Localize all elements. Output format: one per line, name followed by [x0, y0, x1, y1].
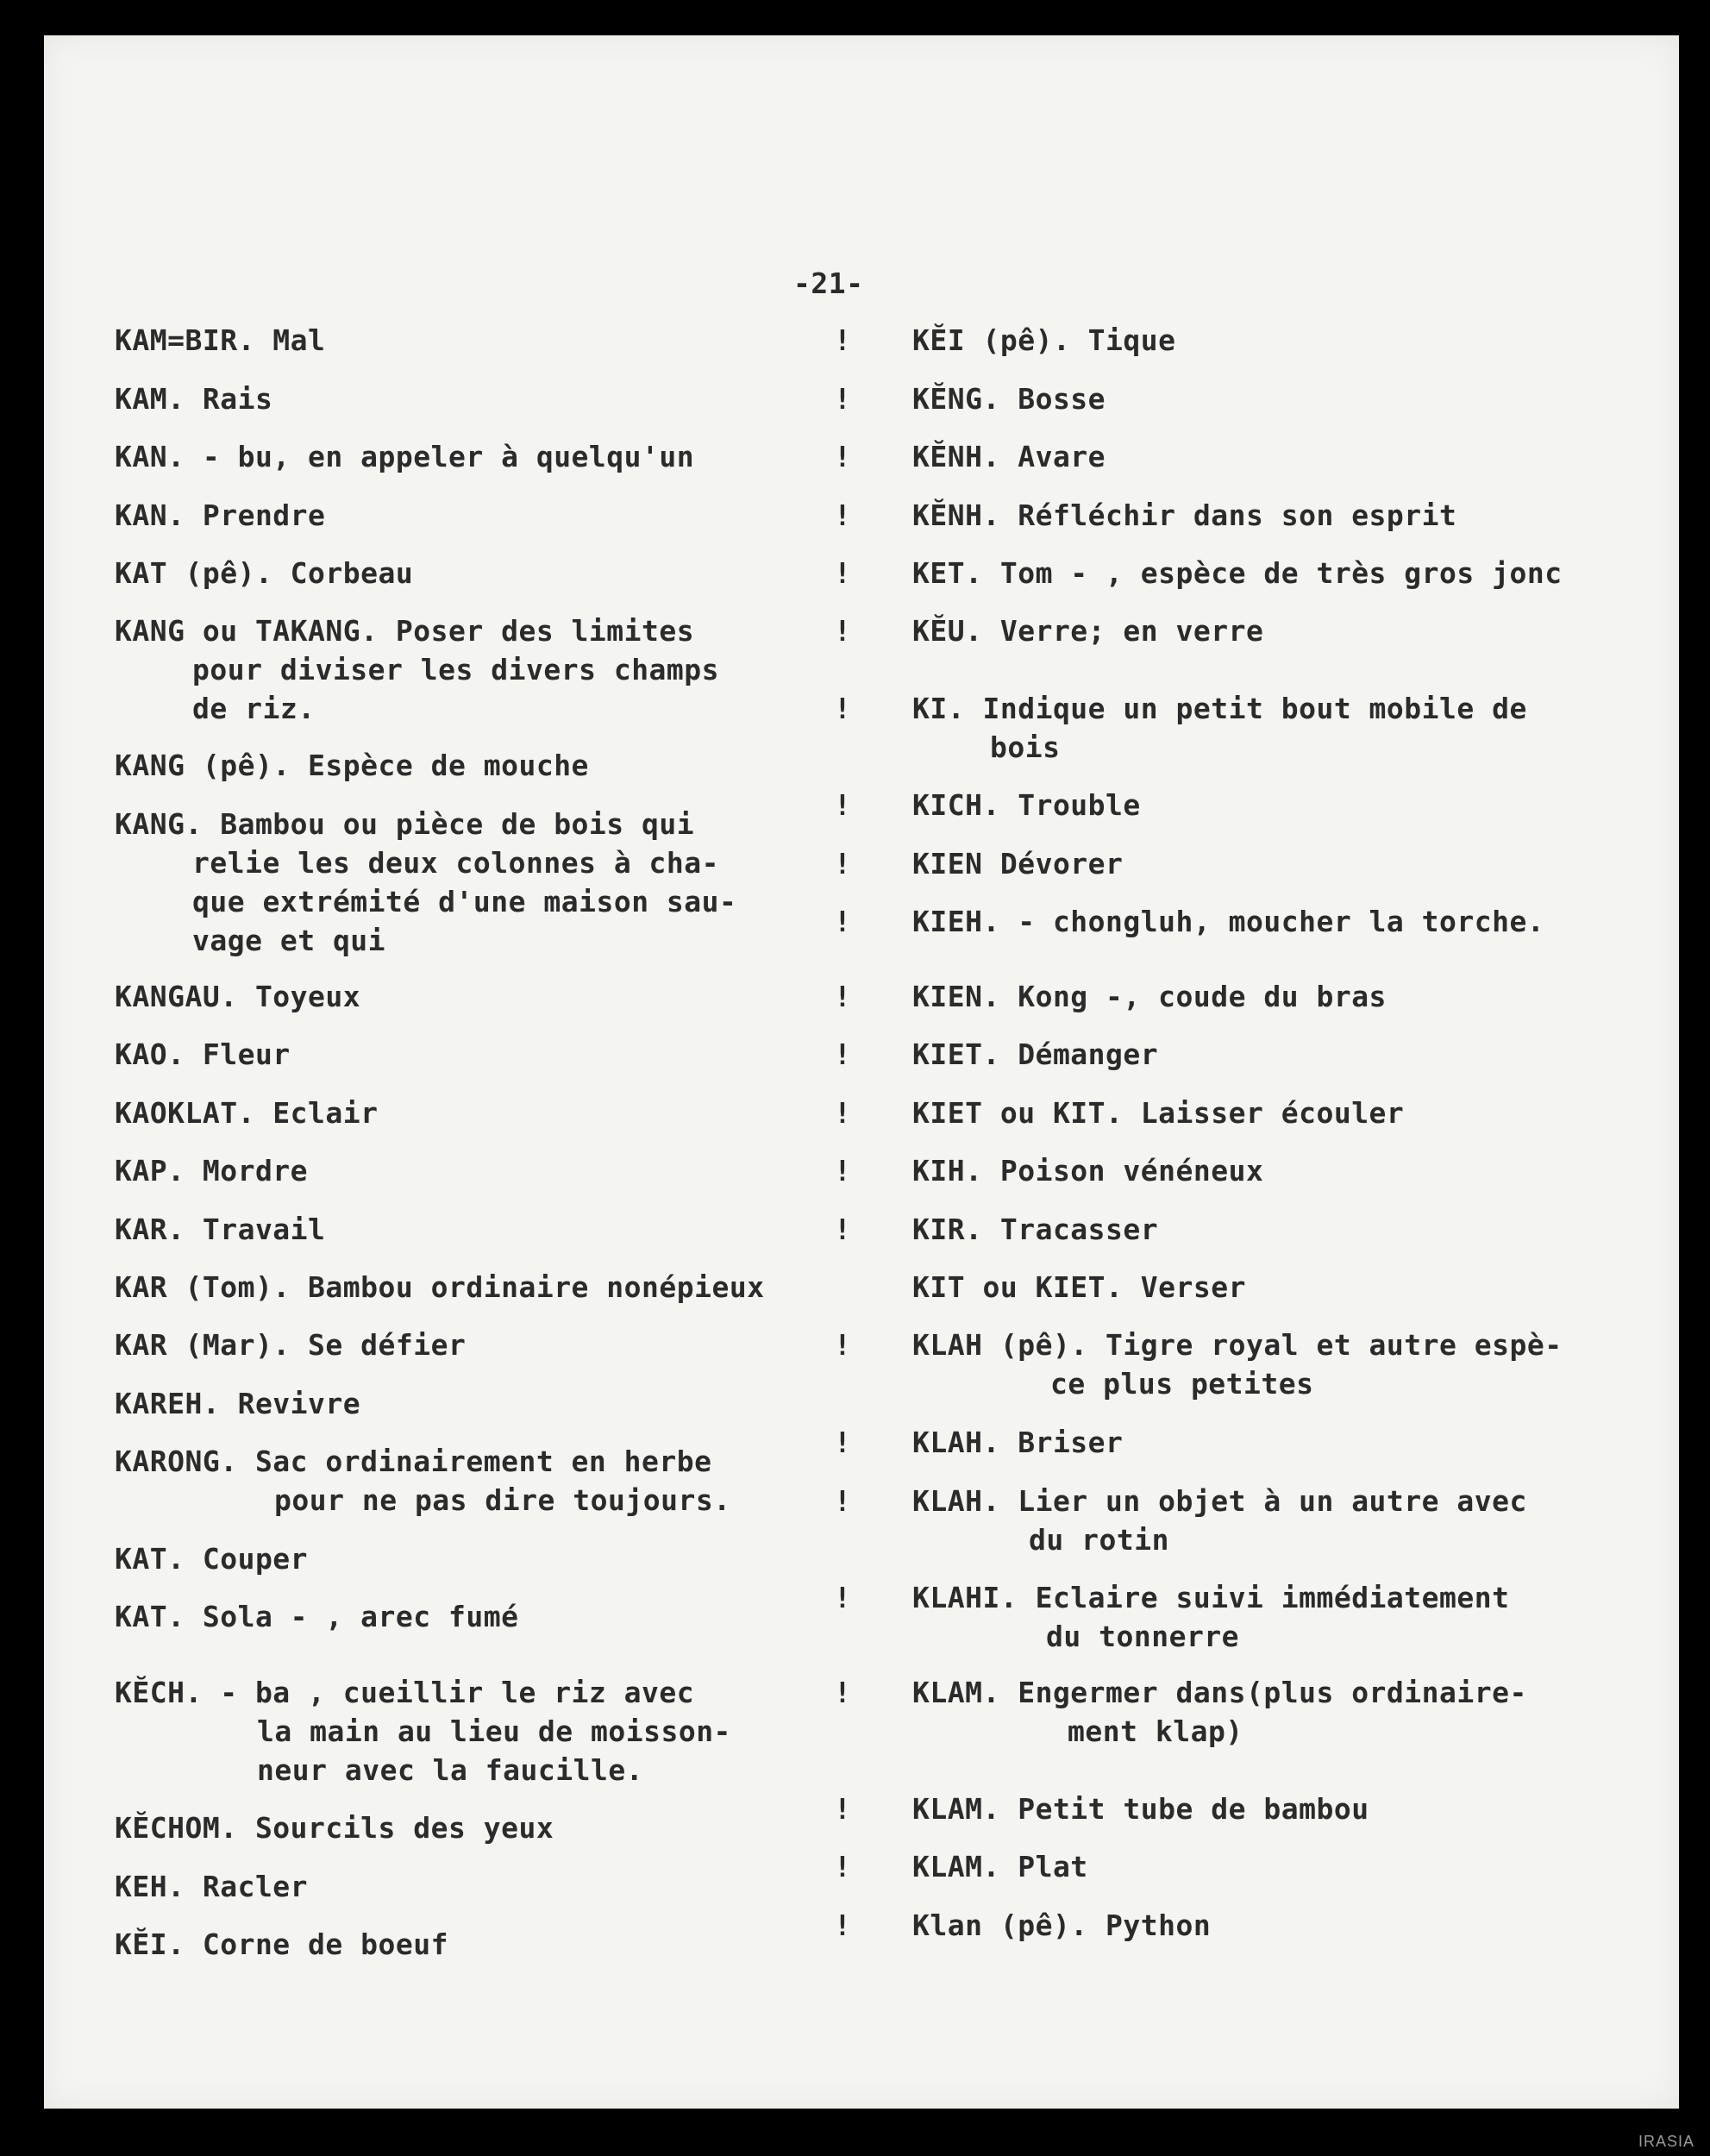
left-entry-line: KEH. Racler [115, 1870, 309, 1903]
column-separator-mark: ! [834, 1676, 852, 1709]
left-dictionary-entry [115, 611, 719, 728]
left-entry-line: KANG (pê). Espèce de mouche [115, 749, 589, 782]
left-entry-line: KAR. Travail [115, 1213, 326, 1246]
right-entry-line: KLAHI. Eclaire suivi immédiatement [912, 1581, 1510, 1614]
right-entry-line: du rotin [1029, 1523, 1169, 1557]
left-dictionary-entry [115, 1210, 325, 1249]
column-separator-mark: ! [834, 905, 852, 938]
left-entry-line: KAM=BIR. Mal [115, 323, 326, 357]
left-entry-line: relie les deux colonnes à cha- [192, 846, 720, 880]
column-separator-mark: ! [834, 556, 852, 590]
column-separator-mark: ! [834, 1581, 852, 1614]
left-entry-line: la main au lieu de moisson- [257, 1714, 731, 1748]
right-entry-line: KIET. Démanger [912, 1037, 1159, 1071]
left-dictionary-entry [115, 1326, 466, 1364]
column-separator-mark: ! [834, 1213, 852, 1246]
right-entry-line: KIEH. - chongluh, moucher la torche. [912, 905, 1545, 938]
right-entry-line: KIEN. Kong -, coude du bras [912, 980, 1387, 1013]
left-entry-line: KANG. Bambou ou pièce de bois qui [115, 807, 695, 841]
left-entry-line: KAP. Mordre [115, 1154, 309, 1188]
left-entry-line: pour ne pas dire toujours. [274, 1483, 731, 1517]
right-dictionary-entry [912, 1906, 1211, 1945]
column-separator-mark: ! [834, 1792, 852, 1826]
right-entry-line: KI. Indique un petit bout mobile de [912, 692, 1527, 725]
left-dictionary-entry [115, 746, 589, 785]
column-separator-mark: ! [834, 614, 852, 648]
right-dictionary-entry [912, 1035, 1158, 1074]
right-entry-line: KICH. Trouble [912, 788, 1141, 822]
right-entry-line: KIT ou KIET. Verser [912, 1270, 1246, 1304]
left-dictionary-entry [115, 1151, 308, 1190]
right-dictionary-entry [912, 437, 1106, 476]
right-dictionary-entry [912, 611, 1263, 650]
column-separator-mark: ! [834, 1850, 852, 1883]
right-entry-line: bois [990, 730, 1061, 764]
right-entry-line: KET. Tom - , espèce de très gros jonc [912, 556, 1563, 590]
right-entry-line: KLAM. Engermer dans(plus ordinaire- [912, 1676, 1527, 1709]
right-dictionary-entry [912, 1847, 1088, 1886]
right-entry-line: KLAM. Petit tube de bambou [912, 1792, 1369, 1826]
right-entry-line: KĔNH. Avare [912, 440, 1106, 473]
left-entry-line: vage et qui [192, 924, 386, 957]
column-separator-mark: ! [834, 980, 852, 1013]
right-entry-line: KĔNH. Réfléchir dans son esprit [912, 498, 1457, 532]
left-entry-line: KAOKLAT. Eclair [115, 1096, 379, 1130]
right-entry-line: KLAM. Plat [912, 1850, 1088, 1883]
column-separator-mark: ! [834, 323, 852, 357]
left-dictionary-entry [115, 1384, 360, 1423]
left-entry-line: KAN. Prendre [115, 498, 326, 532]
right-dictionary-entry [912, 496, 1456, 535]
left-entry-line: KAREH. Revivre [115, 1387, 361, 1420]
right-dictionary-entry [912, 902, 1544, 941]
left-entry-line: KĔI. Corne de boeuf [115, 1927, 448, 1961]
right-dictionary-entry [912, 1482, 1527, 1559]
left-dictionary-entry [115, 379, 272, 418]
left-entry-line: KAT (pê). Corbeau [115, 556, 414, 590]
column-separator-mark: ! [834, 788, 852, 822]
left-entry-line: que extrémité d'une maison sau- [192, 885, 737, 918]
column-separator-mark: ! [834, 1328, 852, 1362]
right-entry-line: KIR. Tracasser [912, 1213, 1159, 1246]
left-dictionary-entry [115, 977, 360, 1016]
column-separator-mark: ! [834, 498, 852, 532]
right-dictionary-entry [912, 977, 1387, 1016]
left-entry-line: KAT. Sola - , arec fumé [115, 1600, 519, 1633]
right-entry-line: ment klap) [1068, 1714, 1243, 1748]
page-number: -21- [793, 266, 864, 300]
left-entry-line: KAT. Couper [115, 1542, 309, 1576]
right-entry-line: KLAH. Lier un objet à un autre avec [912, 1484, 1527, 1518]
right-dictionary-entry [912, 1578, 1510, 1656]
right-dictionary-entry [912, 321, 1176, 360]
right-dictionary-entry [912, 1210, 1158, 1249]
right-entry-line: ce plus petites [1050, 1367, 1314, 1401]
left-entry-line: KAN. - bu, en appeler à quelqu'un [115, 440, 695, 473]
column-separator-mark: ! [834, 1096, 852, 1130]
right-entry-line: KĔNG. Bosse [912, 382, 1106, 416]
column-separator-mark: ! [834, 847, 852, 881]
left-entry-line: de riz. [192, 692, 316, 725]
left-dictionary-entry [115, 321, 325, 360]
column-separator-mark: ! [834, 1154, 852, 1188]
right-entry-line: KIET ou KIT. Laisser écouler [912, 1096, 1405, 1130]
left-dictionary-entry [115, 437, 694, 476]
right-dictionary-entry [912, 554, 1563, 592]
left-dictionary-entry [115, 496, 325, 535]
right-dictionary-entry [912, 1268, 1246, 1307]
column-separator-mark: ! [834, 1908, 852, 1942]
left-dictionary-entry [115, 1673, 731, 1789]
left-dictionary-entry [115, 1925, 448, 1964]
right-entry-line: KIH. Poison vénéneux [912, 1154, 1264, 1188]
column-separator-mark: ! [834, 1426, 852, 1459]
left-entry-line: KANGAU. Toyeux [115, 980, 361, 1013]
left-dictionary-entry [115, 1442, 731, 1520]
right-dictionary-entry [912, 689, 1527, 767]
left-entry-line: KANG ou TAKANG. Poser des limites [115, 614, 695, 648]
right-dictionary-entry [912, 1151, 1263, 1190]
column-separator-mark: ! [834, 1037, 852, 1071]
right-entry-line: KĔI (pê). Tique [912, 323, 1176, 357]
left-dictionary-entry [115, 554, 413, 592]
right-dictionary-entry [912, 844, 1123, 883]
column-separator-mark: ! [834, 692, 852, 725]
column-separator-mark: ! [834, 382, 852, 416]
left-entry-line: neur avec la faucille. [257, 1753, 644, 1787]
right-entry-line: KLAH (pê). Tigre royal et autre espè- [912, 1328, 1563, 1362]
left-dictionary-entry [115, 1867, 308, 1906]
left-dictionary-entry [115, 1035, 291, 1074]
left-dictionary-entry [115, 1268, 765, 1307]
right-entry-line: KLAH. Briser [912, 1426, 1124, 1459]
left-dictionary-entry [115, 1539, 308, 1578]
right-entry-line: KIEN Dévorer [912, 847, 1124, 881]
right-entry-line: du tonnerre [1046, 1620, 1240, 1653]
right-dictionary-entry [912, 786, 1141, 824]
right-dictionary-entry [912, 379, 1106, 418]
right-dictionary-entry [912, 1673, 1527, 1751]
left-entry-line: KAR (Mar). Se défier [115, 1328, 467, 1362]
right-dictionary-entry [912, 1326, 1563, 1403]
right-dictionary-entry [912, 1094, 1404, 1132]
right-entry-line: KĔU. Verre; en verre [912, 614, 1264, 648]
left-dictionary-entry [115, 1808, 554, 1847]
column-separator-mark: ! [834, 1484, 852, 1518]
column-separator-mark: ! [834, 440, 852, 473]
left-dictionary-entry [115, 1597, 518, 1636]
right-entry-line: Klan (pê). Python [912, 1908, 1212, 1942]
left-entry-line: KAR (Tom). Bambou ordinaire nonépieux [115, 1270, 765, 1304]
left-dictionary-entry [115, 805, 736, 960]
left-dictionary-entry [115, 1094, 379, 1132]
watermark: IRASIA [1638, 2133, 1694, 2150]
left-entry-line: KĔCH. - ba , cueillir le riz avec [115, 1676, 695, 1709]
left-entry-line: KAM. Rais [115, 382, 273, 416]
left-entry-line: pour diviser les divers champs [192, 653, 720, 686]
right-dictionary-entry [912, 1423, 1123, 1462]
left-entry-line: KĔCHOM. Sourcils des yeux [115, 1811, 554, 1845]
left-entry-line: KARONG. Sac ordinairement en herbe [115, 1445, 712, 1478]
right-dictionary-entry [912, 1789, 1369, 1828]
left-entry-line: KAO. Fleur [115, 1037, 291, 1071]
